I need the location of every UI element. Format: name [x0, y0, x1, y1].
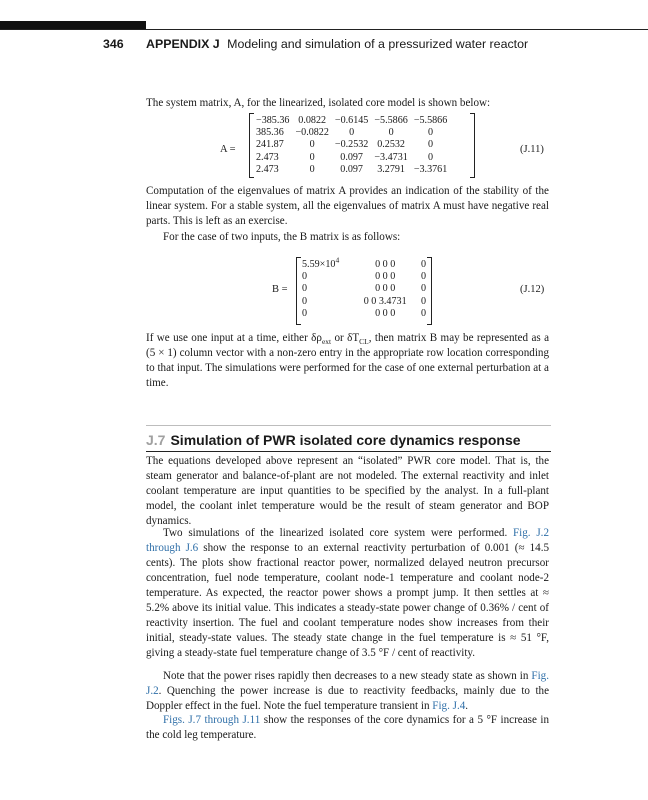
matrix-a-cell: 0.0822	[298, 114, 327, 126]
matrix-b-row	[300, 283, 428, 295]
matrix-a-cell: 3.2791	[377, 164, 405, 176]
matrix-b-lhs: B =	[272, 284, 288, 295]
eigen-paragraph: Computation of the eigenvalues of matrix A provides an indication of the stability of the linear system. For a stable system, all the eigenvalues of matrix A must have negative real parts. This is left as an exercise.	[146, 185, 549, 227]
matrix-a-cell: 0.2532	[377, 139, 405, 151]
matrix-b-cell: 0 0 0	[375, 258, 396, 270]
matrix-a-cell: 241.87	[256, 139, 284, 151]
section-paragraph-1: The equations developed above represent an “isolated” PWR core model. That is, the steam generator and balance-of-plant are not modeled. The external reactivity and inlet coolant temperature are input quantities to be specified by the analyst. In a full-plant model, the coolant inlet temperature would be the result of steam generator and BOP dynamics.	[146, 455, 549, 527]
matrix-a-right-bracket	[470, 113, 475, 178]
para4-text-1: show the responses of the core dynamics for a 5 °F increase in the cold leg temperature.	[146, 714, 550, 741]
page-number: 346	[103, 37, 124, 51]
matrix-a-row	[253, 139, 450, 151]
para2-text-1: Two simulations of the linearized isolated core system were performed.	[163, 527, 513, 539]
matrix-b-row	[300, 258, 428, 270]
subscript-ext: ext	[321, 337, 332, 347]
subscript-cl: CL	[359, 337, 369, 347]
matrix-a-cell: 0	[349, 127, 355, 139]
section-paragraph-4	[146, 713, 549, 743]
matrix-a-cell: 385.36	[256, 127, 284, 139]
para2-text-2: show the response to an external reactivity perturbation of 0.001 (≈ 14.5 cents). The plots show fractional reactor power, normalized delayed neutron precursor concentration, fuel node temperature, coolant node-1 temperature and coolant node-2 temperature. As expected, the reactor power shows a prompt jump. It then settles at ≈ 5.2% above its initial value. This indicates a steady-state power change of 0.36% / cent of reactivity insertion. The fuel and coolant temperature nodes show increases from their initial, steady-state values. The steady state change in the fuel temperature is ≈ 51 °F, giving a steady-state fuel temperature change of 3.5 °F / cent of reactivity.	[146, 542, 550, 659]
matrix-b-cell: 0	[420, 258, 426, 270]
matrix-a-cell: 0	[309, 151, 315, 163]
matrix-a-lhs: A =	[220, 144, 236, 155]
matrix-a-cell: 0	[428, 127, 434, 139]
section-paragraph-2	[146, 526, 549, 661]
matrix-b	[296, 257, 432, 325]
matrix-a-cell: −5.5866	[374, 114, 408, 126]
matrix-a	[249, 113, 475, 178]
header-rule	[0, 29, 648, 30]
one-input-paragraph	[146, 331, 549, 391]
matrix-a-row	[253, 164, 450, 176]
running-header	[0, 37, 648, 55]
matrix-a-cell: −5.5866	[413, 114, 448, 126]
matrix-a-cell: −0.2532	[334, 139, 369, 151]
matrix-b-cell: 0	[302, 271, 308, 283]
fig-j2-link[interactable]: Fig. J.2	[146, 670, 549, 697]
matrix-a-cell: 0	[428, 139, 434, 151]
section-bottom-rule	[146, 451, 551, 452]
matrix-b-table	[300, 255, 428, 320]
section-title: Simulation of PWR isolated core dynamics response	[170, 432, 521, 448]
matrix-b-cell	[300, 255, 354, 270]
matrix-b-first-entry-exponent: 4	[335, 255, 340, 265]
matrix-a-cell: 0	[309, 139, 315, 151]
section-number: J.7	[146, 432, 166, 448]
matrix-b-cell: 0 0 3.4731	[363, 295, 407, 307]
matrix-a-cell: 0.097	[340, 151, 363, 163]
section-top-rule	[146, 425, 551, 426]
fig-j2-j6-link[interactable]: Fig. J.2 through J.6	[146, 527, 549, 554]
matrix-b-first-entry: 5.59×10	[302, 258, 336, 270]
matrix-b-cell: 0	[420, 283, 426, 295]
section-heading	[146, 432, 551, 448]
matrix-b-row	[300, 270, 428, 282]
matrix-b-cell: 0	[302, 308, 308, 320]
equation-label-j11: (J.11)	[520, 144, 544, 155]
para3-text-1: Note that the power rises rapidly then decreases to a new steady state as shown in	[163, 670, 532, 682]
matrix-a-cell: −3.3761	[413, 164, 448, 176]
matrix-a-row	[253, 126, 450, 138]
matrix-b-cell: 0 0 0	[375, 271, 396, 283]
two-inputs-paragraph: For the case of two inputs, the B matrix is as follows:	[163, 231, 401, 243]
appendix-label: APPENDIX J	[146, 37, 220, 51]
matrix-a-table	[253, 114, 450, 176]
matrix-b-cell: 0	[420, 308, 426, 320]
matrix-b-cell: 0	[302, 295, 308, 307]
matrix-a-cell: 0	[388, 127, 394, 139]
matrix-b-row	[300, 295, 428, 307]
matrix-a-cell: 0	[309, 164, 315, 176]
intro-paragraph: The system matrix, A, for the linearized, isolated core model is shown below:	[146, 97, 491, 109]
matrix-b-cell: 0	[420, 295, 426, 307]
matrix-b-row	[300, 308, 428, 320]
one-input-text-1: If we use one input at a time, either δρ	[146, 332, 322, 344]
matrix-b-cell: 0	[420, 271, 426, 283]
section-paragraph-3	[146, 669, 549, 714]
matrix-a-cell: 0.097	[340, 164, 363, 176]
matrix-a-row	[253, 114, 450, 126]
matrix-a-cell: −385.36	[256, 114, 290, 126]
matrix-a-row	[253, 151, 450, 163]
matrix-b-cell: 0 0 0	[375, 308, 396, 320]
matrix-a-cell: 2.473	[256, 151, 279, 163]
matrix-a-cell: −3.4731	[374, 151, 408, 163]
matrix-a-cell: 2.473	[256, 164, 279, 176]
one-input-text-2: or δT	[331, 332, 360, 344]
matrix-a-cell: 0	[428, 151, 434, 163]
appendix-title	[146, 37, 528, 51]
equation-label-j12: (J.12)	[520, 284, 545, 295]
matrix-b-cell: 0	[302, 283, 308, 295]
matrix-b-cell: 0 0 0	[375, 283, 396, 295]
fig-j7-j11-link[interactable]: Figs. J.7 through J.11	[163, 714, 261, 726]
one-input-text-3: , then matrix B may be represented as a (5 × 1) column vector with a non-zero entry in the appropriate row location corresponding to that input. The simulations were performed for the case of one external perturbation at a time.	[146, 332, 550, 389]
para3-text-2: . Quenching the power increase is due to reactivity feedbacks, mainly due to the Doppler effect in the fuel. Note the fuel temperature transient in	[146, 685, 549, 712]
matrix-a-cell: −0.6145	[334, 114, 369, 126]
appendix-title-text: Modeling and simulation of a pressurized water reactor	[227, 37, 529, 51]
fig-j4-link[interactable]: Fig. J.4	[432, 700, 466, 712]
para3-text-3: .	[465, 700, 469, 712]
matrix-a-cell: −0.0822	[295, 127, 329, 139]
